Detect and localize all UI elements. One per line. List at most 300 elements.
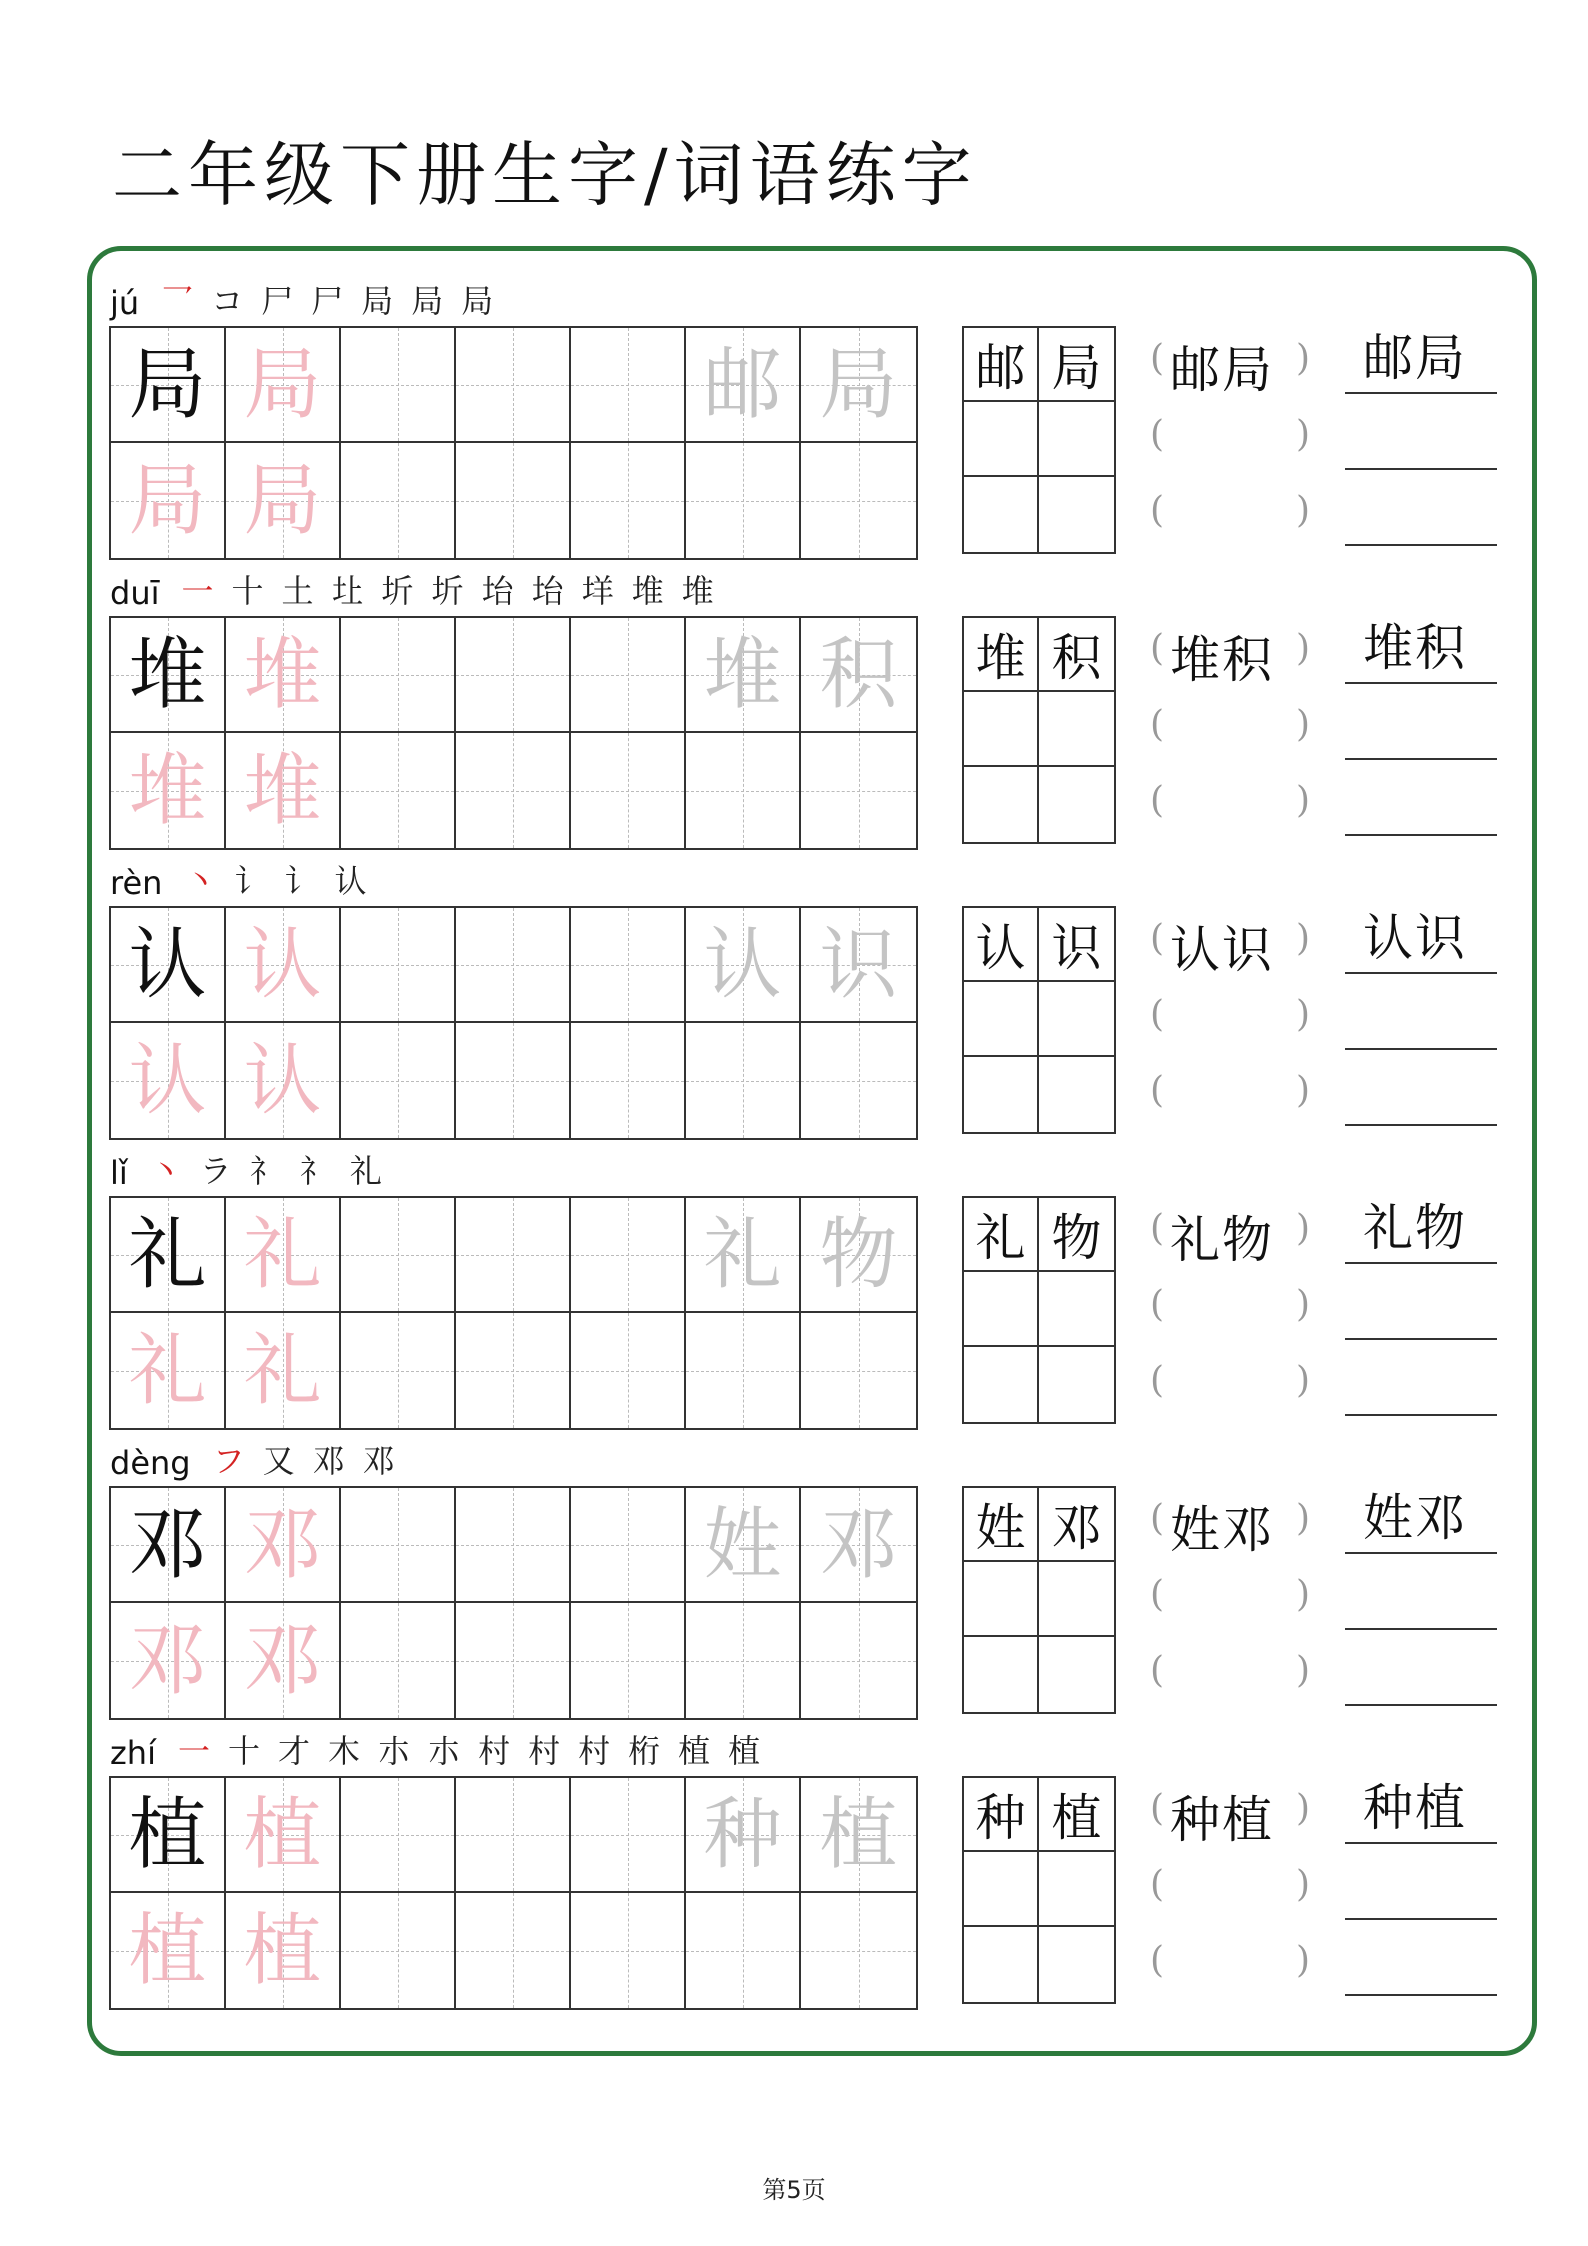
grid-character: 堆 bbox=[128, 745, 207, 836]
empty-practice-cell[interactable] bbox=[571, 908, 686, 1023]
practice-block bbox=[0, 282, 1588, 572]
paren-slot[interactable] bbox=[1150, 406, 1310, 466]
word-box-empty-cell[interactable] bbox=[964, 692, 1039, 767]
pinyin-stroke-line bbox=[110, 1732, 778, 1772]
stroke-step: 圻 bbox=[431, 572, 464, 610]
grid-character: 堆 bbox=[703, 629, 782, 720]
stroke-order bbox=[213, 1436, 413, 1482]
empty-practice-cell[interactable] bbox=[456, 1313, 571, 1428]
left-paren: ( bbox=[1150, 338, 1165, 379]
paren-word: 认识 bbox=[1170, 921, 1274, 979]
left-paren: ( bbox=[1150, 994, 1165, 1035]
stroke-step: 尸 bbox=[261, 282, 294, 320]
grid-character: 堆 bbox=[243, 629, 322, 720]
empty-practice-cell[interactable] bbox=[456, 733, 571, 848]
empty-practice-cell[interactable] bbox=[571, 1313, 686, 1428]
line-word: 堆积 bbox=[1363, 619, 1467, 677]
grid-character: 礼 bbox=[703, 1209, 782, 1300]
answer-line[interactable] bbox=[1345, 909, 1497, 974]
stroke-order bbox=[181, 566, 731, 612]
stroke-step: 圵 bbox=[331, 572, 364, 610]
trace-word-char[interactable] bbox=[801, 328, 916, 443]
stroke-step: 乛 bbox=[161, 282, 194, 320]
paren-word: 姓邓 bbox=[1170, 1501, 1274, 1559]
trace-character[interactable] bbox=[226, 618, 341, 733]
empty-practice-cell[interactable] bbox=[341, 443, 456, 558]
model-character[interactable] bbox=[111, 618, 226, 733]
word-box-empty-cell[interactable] bbox=[964, 1347, 1039, 1422]
right-paren: ) bbox=[1295, 628, 1310, 669]
grid-character: 邓 bbox=[819, 1499, 898, 1590]
word-box-empty-cell[interactable] bbox=[1039, 692, 1114, 767]
word-box-empty-cell[interactable] bbox=[1039, 1927, 1114, 2002]
paren-slot[interactable] bbox=[1150, 1200, 1310, 1269]
empty-practice-cell[interactable] bbox=[341, 1313, 456, 1428]
grid-character: 礼 bbox=[128, 1209, 207, 1300]
empty-practice-cell[interactable] bbox=[456, 1893, 571, 2008]
empty-practice-cell[interactable] bbox=[571, 1893, 686, 2008]
empty-practice-cell[interactable] bbox=[341, 1198, 456, 1313]
word-box-empty-cell[interactable] bbox=[1039, 1347, 1114, 1422]
paren-slot[interactable] bbox=[1150, 1932, 1310, 1992]
stroke-step: コ bbox=[211, 282, 244, 320]
right-paren: ) bbox=[1295, 490, 1310, 531]
answer-line[interactable] bbox=[1345, 408, 1497, 470]
answer-line[interactable] bbox=[1345, 484, 1497, 546]
left-paren: ( bbox=[1150, 1574, 1165, 1615]
grid-character: 邓 bbox=[243, 1615, 322, 1706]
model-character[interactable] bbox=[111, 908, 226, 1023]
left-paren: ( bbox=[1150, 780, 1165, 821]
answer-line[interactable] bbox=[1345, 988, 1497, 1050]
pinyin-stroke-line bbox=[110, 572, 732, 612]
empty-practice-cell[interactable] bbox=[571, 443, 686, 558]
practice-block bbox=[0, 1442, 1588, 1732]
empty-practice-cell[interactable] bbox=[686, 1023, 801, 1138]
stroke-step: 朩 bbox=[428, 1732, 461, 1770]
left-paren: ( bbox=[1150, 1498, 1165, 1539]
left-paren: ( bbox=[1150, 704, 1165, 745]
stroke-step: 丶 bbox=[149, 1152, 182, 1190]
empty-practice-cell[interactable] bbox=[571, 618, 686, 733]
paren-slot[interactable] bbox=[1150, 1062, 1310, 1122]
answer-line[interactable] bbox=[1345, 774, 1497, 836]
left-paren: ( bbox=[1150, 414, 1165, 455]
empty-practice-cell[interactable] bbox=[456, 1198, 571, 1313]
empty-practice-cell[interactable] bbox=[341, 733, 456, 848]
stroke-step: 认 bbox=[334, 862, 367, 900]
empty-practice-cell[interactable] bbox=[801, 1893, 916, 2008]
empty-practice-cell[interactable] bbox=[686, 1893, 801, 2008]
grid-character: 局 bbox=[243, 339, 322, 430]
line-word: 姓邓 bbox=[1363, 1489, 1467, 1547]
grid-character: 局 bbox=[243, 455, 322, 546]
left-paren: ( bbox=[1150, 1070, 1165, 1111]
stroke-step: 礻 bbox=[249, 1152, 282, 1190]
trace-character[interactable] bbox=[111, 733, 226, 848]
word-box-character[interactable]: 认 bbox=[964, 908, 1039, 982]
word-box-empty-cell[interactable] bbox=[1039, 1272, 1114, 1347]
paren-slot[interactable] bbox=[1150, 1276, 1310, 1336]
word-box-character[interactable]: 积 bbox=[1039, 618, 1114, 692]
trace-word-char[interactable] bbox=[686, 908, 801, 1023]
trace-word-char[interactable] bbox=[801, 1488, 916, 1603]
grid-character: 积 bbox=[819, 629, 898, 720]
page-title: 二年级下册生字/词语练字 bbox=[112, 134, 978, 216]
word-box-character[interactable]: 邮 bbox=[964, 328, 1039, 402]
word-box-empty-cell[interactable] bbox=[1039, 1852, 1114, 1927]
trace-character[interactable] bbox=[111, 1313, 226, 1428]
right-paren: ) bbox=[1295, 704, 1310, 745]
word-box-empty-cell[interactable] bbox=[1039, 982, 1114, 1057]
word-box bbox=[962, 906, 1116, 1134]
empty-practice-cell[interactable] bbox=[571, 1023, 686, 1138]
pinyin-stroke-line bbox=[110, 862, 384, 902]
writing-grid bbox=[109, 326, 918, 560]
left-paren: ( bbox=[1150, 1284, 1165, 1325]
answer-line[interactable] bbox=[1345, 1489, 1497, 1554]
word-box bbox=[962, 616, 1116, 844]
trace-character[interactable] bbox=[226, 1313, 341, 1428]
grid-character: 认 bbox=[243, 919, 322, 1010]
word-box-empty-cell[interactable] bbox=[1039, 477, 1114, 552]
page-number: 第5页 bbox=[762, 2176, 826, 2204]
left-paren: ( bbox=[1150, 918, 1165, 959]
right-paren: ) bbox=[1295, 1788, 1310, 1829]
word-box-character[interactable]: 姓 bbox=[964, 1488, 1039, 1562]
left-paren: ( bbox=[1150, 1208, 1165, 1249]
left-paren: ( bbox=[1150, 1650, 1165, 1691]
stroke-step: 局 bbox=[411, 282, 444, 320]
word-box-empty-cell[interactable] bbox=[964, 1927, 1039, 2002]
stroke-step: 一 bbox=[181, 572, 214, 610]
paren-slot[interactable] bbox=[1150, 330, 1310, 399]
paren-word: 种植 bbox=[1170, 1791, 1274, 1849]
stroke-step: 植 bbox=[728, 1732, 761, 1770]
word-box-character[interactable]: 植 bbox=[1039, 1778, 1114, 1852]
stroke-step: 堆 bbox=[631, 572, 664, 610]
word-box bbox=[962, 1776, 1116, 2004]
word-box-character[interactable]: 种 bbox=[964, 1778, 1039, 1852]
empty-practice-cell[interactable] bbox=[571, 1198, 686, 1313]
trace-character[interactable] bbox=[111, 1893, 226, 2008]
trace-character[interactable] bbox=[226, 733, 341, 848]
paren-slot[interactable] bbox=[1150, 482, 1310, 542]
word-box-character[interactable]: 堆 bbox=[964, 618, 1039, 692]
paren-slot[interactable] bbox=[1150, 910, 1310, 979]
model-character[interactable] bbox=[111, 1778, 226, 1893]
empty-practice-cell[interactable] bbox=[686, 443, 801, 558]
answer-line[interactable] bbox=[1345, 1278, 1497, 1340]
right-paren: ) bbox=[1295, 1498, 1310, 1539]
answer-line[interactable] bbox=[1345, 1779, 1497, 1844]
stroke-step: 又 bbox=[262, 1442, 295, 1480]
grid-character: 礼 bbox=[128, 1325, 207, 1416]
paren-slot[interactable] bbox=[1150, 1780, 1310, 1849]
pinyin: lǐ bbox=[110, 1154, 128, 1192]
stroke-step: 讠 bbox=[234, 862, 267, 900]
right-paren: ) bbox=[1295, 994, 1310, 1035]
stroke-step: 丶 bbox=[184, 862, 217, 900]
answer-line[interactable] bbox=[1345, 1644, 1497, 1706]
word-box-empty-cell[interactable] bbox=[1039, 767, 1114, 842]
stroke-step: ラ bbox=[199, 1152, 232, 1190]
grid-character: 礼 bbox=[243, 1325, 322, 1416]
grid-character: 物 bbox=[819, 1209, 898, 1300]
grid-character: 堆 bbox=[128, 629, 207, 720]
empty-practice-cell[interactable] bbox=[341, 1023, 456, 1138]
pinyin-stroke-line bbox=[110, 1442, 413, 1482]
stroke-order bbox=[178, 1726, 778, 1772]
word-box-character[interactable]: 物 bbox=[1039, 1198, 1114, 1272]
grid-character: 识 bbox=[819, 919, 898, 1010]
stroke-step: 村 bbox=[528, 1732, 561, 1770]
empty-practice-cell[interactable] bbox=[571, 1603, 686, 1718]
stroke-step: 邓 bbox=[312, 1442, 345, 1480]
word-box-empty-cell[interactable] bbox=[964, 982, 1039, 1057]
stroke-step: 坮 bbox=[481, 572, 514, 610]
paren-slot[interactable] bbox=[1150, 620, 1310, 689]
line-word: 礼物 bbox=[1363, 1199, 1467, 1257]
empty-practice-cell[interactable] bbox=[456, 908, 571, 1023]
word-box-empty-cell[interactable] bbox=[964, 1562, 1039, 1637]
stroke-step: 朩 bbox=[378, 1732, 411, 1770]
writing-grid bbox=[109, 1486, 918, 1720]
stroke-step: 邓 bbox=[362, 1442, 395, 1480]
writing-grid bbox=[109, 906, 918, 1140]
stroke-step: 村 bbox=[578, 1732, 611, 1770]
empty-practice-cell[interactable] bbox=[801, 733, 916, 848]
trace-character[interactable] bbox=[226, 328, 341, 443]
empty-practice-cell[interactable] bbox=[571, 1778, 686, 1893]
right-paren: ) bbox=[1295, 1208, 1310, 1249]
answer-line[interactable] bbox=[1345, 329, 1497, 394]
trace-word-char[interactable] bbox=[686, 1778, 801, 1893]
model-character[interactable] bbox=[111, 328, 226, 443]
grid-character: 堆 bbox=[243, 745, 322, 836]
right-paren: ) bbox=[1295, 1360, 1310, 1401]
trace-character[interactable] bbox=[226, 443, 341, 558]
trace-character[interactable] bbox=[226, 1023, 341, 1138]
right-paren: ) bbox=[1295, 1864, 1310, 1905]
left-paren: ( bbox=[1150, 1788, 1165, 1829]
answer-line[interactable] bbox=[1345, 1199, 1497, 1264]
practice-block bbox=[0, 1152, 1588, 1442]
practice-block bbox=[0, 572, 1588, 862]
stroke-step: 讠 bbox=[284, 862, 317, 900]
stroke-step: 尸 bbox=[311, 282, 344, 320]
writing-grid bbox=[109, 1776, 918, 2010]
word-box-character[interactable]: 礼 bbox=[964, 1198, 1039, 1272]
trace-character[interactable] bbox=[226, 1198, 341, 1313]
empty-practice-cell[interactable] bbox=[341, 1778, 456, 1893]
paren-slot[interactable] bbox=[1150, 986, 1310, 1046]
right-paren: ) bbox=[1295, 1940, 1310, 1981]
empty-practice-cell[interactable] bbox=[456, 443, 571, 558]
practice-block bbox=[0, 862, 1588, 1152]
empty-practice-cell[interactable] bbox=[456, 618, 571, 733]
trace-character[interactable] bbox=[226, 1778, 341, 1893]
stroke-step: 局 bbox=[361, 282, 394, 320]
empty-practice-cell[interactable] bbox=[456, 328, 571, 443]
grid-character: 邮 bbox=[703, 339, 782, 430]
empty-practice-cell[interactable] bbox=[686, 1313, 801, 1428]
model-character[interactable] bbox=[111, 1198, 226, 1313]
right-paren: ) bbox=[1295, 414, 1310, 455]
paren-slot[interactable] bbox=[1150, 1352, 1310, 1412]
paren-slot[interactable] bbox=[1150, 696, 1310, 756]
grid-character: 邓 bbox=[128, 1499, 207, 1590]
empty-practice-cell[interactable] bbox=[456, 1023, 571, 1138]
stroke-order bbox=[161, 276, 511, 322]
right-paren: ) bbox=[1295, 1574, 1310, 1615]
pinyin-stroke-line bbox=[110, 282, 511, 322]
grid-character: 姓 bbox=[703, 1499, 782, 1590]
trace-character[interactable] bbox=[226, 908, 341, 1023]
word-box-empty-cell[interactable] bbox=[964, 402, 1039, 477]
right-paren: ) bbox=[1295, 338, 1310, 379]
stroke-step: 圻 bbox=[381, 572, 414, 610]
word-box-empty-cell[interactable] bbox=[1039, 1637, 1114, 1712]
empty-practice-cell[interactable] bbox=[571, 1488, 686, 1603]
stroke-step: フ bbox=[212, 1442, 245, 1480]
trace-word-char[interactable] bbox=[686, 328, 801, 443]
trace-character[interactable] bbox=[226, 1893, 341, 2008]
grid-character: 认 bbox=[128, 1035, 207, 1126]
empty-practice-cell[interactable] bbox=[341, 908, 456, 1023]
right-paren: ) bbox=[1295, 1284, 1310, 1325]
stroke-step: 垟 bbox=[581, 572, 614, 610]
answer-line[interactable] bbox=[1345, 1064, 1497, 1126]
trace-word-char[interactable] bbox=[801, 1778, 916, 1893]
stroke-step: 桁 bbox=[628, 1732, 661, 1770]
trace-word-char[interactable] bbox=[801, 908, 916, 1023]
word-box bbox=[962, 1196, 1116, 1424]
word-box bbox=[962, 326, 1116, 554]
empty-practice-cell[interactable] bbox=[801, 1603, 916, 1718]
trace-word-char[interactable] bbox=[686, 618, 801, 733]
word-box-empty-cell[interactable] bbox=[1039, 1562, 1114, 1637]
paren-slot[interactable] bbox=[1150, 1566, 1310, 1626]
empty-practice-cell[interactable] bbox=[686, 1603, 801, 1718]
stroke-step: 堆 bbox=[681, 572, 714, 610]
empty-practice-cell[interactable] bbox=[456, 1603, 571, 1718]
paren-slot[interactable] bbox=[1150, 772, 1310, 832]
writing-grid bbox=[109, 616, 918, 850]
empty-practice-cell[interactable] bbox=[801, 443, 916, 558]
grid-character: 认 bbox=[703, 919, 782, 1010]
pinyin: dèng bbox=[110, 1444, 191, 1482]
word-box-empty-cell[interactable] bbox=[964, 1272, 1039, 1347]
line-word: 认识 bbox=[1363, 909, 1467, 967]
word-box-empty-cell[interactable] bbox=[964, 1852, 1039, 1927]
answer-line[interactable] bbox=[1345, 1568, 1497, 1630]
right-paren: ) bbox=[1295, 780, 1310, 821]
grid-character: 种 bbox=[703, 1789, 782, 1880]
empty-practice-cell[interactable] bbox=[456, 1488, 571, 1603]
empty-practice-cell[interactable] bbox=[341, 618, 456, 733]
stroke-order bbox=[150, 1146, 400, 1192]
line-word: 邮局 bbox=[1363, 329, 1467, 387]
word-box-empty-cell[interactable] bbox=[964, 767, 1039, 842]
stroke-step: 植 bbox=[678, 1732, 711, 1770]
trace-word-char[interactable] bbox=[686, 1198, 801, 1313]
stroke-step: 土 bbox=[281, 572, 314, 610]
empty-practice-cell[interactable] bbox=[571, 328, 686, 443]
empty-practice-cell[interactable] bbox=[341, 1603, 456, 1718]
stroke-step: 坮 bbox=[531, 572, 564, 610]
pinyin-stroke-line bbox=[110, 1152, 400, 1192]
stroke-order bbox=[184, 856, 384, 902]
left-paren: ( bbox=[1150, 1940, 1165, 1981]
stroke-step: 一 bbox=[177, 1732, 210, 1770]
pinyin: jú bbox=[110, 284, 140, 322]
answer-line[interactable] bbox=[1345, 619, 1497, 684]
trace-character[interactable] bbox=[226, 1488, 341, 1603]
answer-line[interactable] bbox=[1345, 1934, 1497, 1996]
trace-character[interactable] bbox=[111, 443, 226, 558]
left-paren: ( bbox=[1150, 1360, 1165, 1401]
paren-slot[interactable] bbox=[1150, 1856, 1310, 1916]
trace-word-char[interactable] bbox=[686, 1488, 801, 1603]
empty-practice-cell[interactable] bbox=[341, 1488, 456, 1603]
answer-line[interactable] bbox=[1345, 698, 1497, 760]
trace-word-char[interactable] bbox=[801, 1198, 916, 1313]
empty-practice-cell[interactable] bbox=[801, 1023, 916, 1138]
practice-block bbox=[0, 1732, 1588, 2022]
empty-practice-cell[interactable] bbox=[571, 733, 686, 848]
paren-slot[interactable] bbox=[1150, 1642, 1310, 1702]
word-box-empty-cell[interactable] bbox=[964, 1057, 1039, 1132]
word-box-empty-cell[interactable] bbox=[964, 1637, 1039, 1712]
word-box-empty-cell[interactable] bbox=[964, 477, 1039, 552]
word-box-empty-cell[interactable] bbox=[1039, 402, 1114, 477]
trace-character[interactable] bbox=[111, 1023, 226, 1138]
trace-character[interactable] bbox=[111, 1603, 226, 1718]
grid-character: 植 bbox=[243, 1789, 322, 1880]
stroke-step: 村 bbox=[478, 1732, 511, 1770]
answer-line[interactable] bbox=[1345, 1354, 1497, 1416]
paren-word: 邮局 bbox=[1170, 341, 1274, 399]
model-character[interactable] bbox=[111, 1488, 226, 1603]
grid-character: 邓 bbox=[128, 1615, 207, 1706]
word-box-empty-cell[interactable] bbox=[1039, 1057, 1114, 1132]
left-paren: ( bbox=[1150, 490, 1165, 531]
paren-word: 礼物 bbox=[1170, 1211, 1274, 1269]
paren-word: 堆积 bbox=[1170, 631, 1274, 689]
stroke-step: 十 bbox=[231, 572, 264, 610]
empty-practice-cell[interactable] bbox=[801, 1313, 916, 1428]
stroke-step: 局 bbox=[461, 282, 494, 320]
trace-character[interactable] bbox=[226, 1603, 341, 1718]
right-paren: ) bbox=[1295, 1650, 1310, 1691]
empty-practice-cell[interactable] bbox=[686, 733, 801, 848]
empty-practice-cell[interactable] bbox=[341, 328, 456, 443]
stroke-step: 礻 bbox=[299, 1152, 332, 1190]
empty-practice-cell[interactable] bbox=[341, 1893, 456, 2008]
grid-character: 局 bbox=[128, 339, 207, 430]
grid-character: 邓 bbox=[243, 1499, 322, 1590]
word-box-character[interactable]: 局 bbox=[1039, 328, 1114, 402]
word-box-character[interactable]: 邓 bbox=[1039, 1488, 1114, 1562]
trace-word-char[interactable] bbox=[801, 618, 916, 733]
answer-line[interactable] bbox=[1345, 1858, 1497, 1920]
word-box-character[interactable]: 识 bbox=[1039, 908, 1114, 982]
empty-practice-cell[interactable] bbox=[456, 1778, 571, 1893]
paren-slot[interactable] bbox=[1150, 1490, 1310, 1559]
pinyin: zhí bbox=[110, 1734, 156, 1772]
left-paren: ( bbox=[1150, 628, 1165, 669]
